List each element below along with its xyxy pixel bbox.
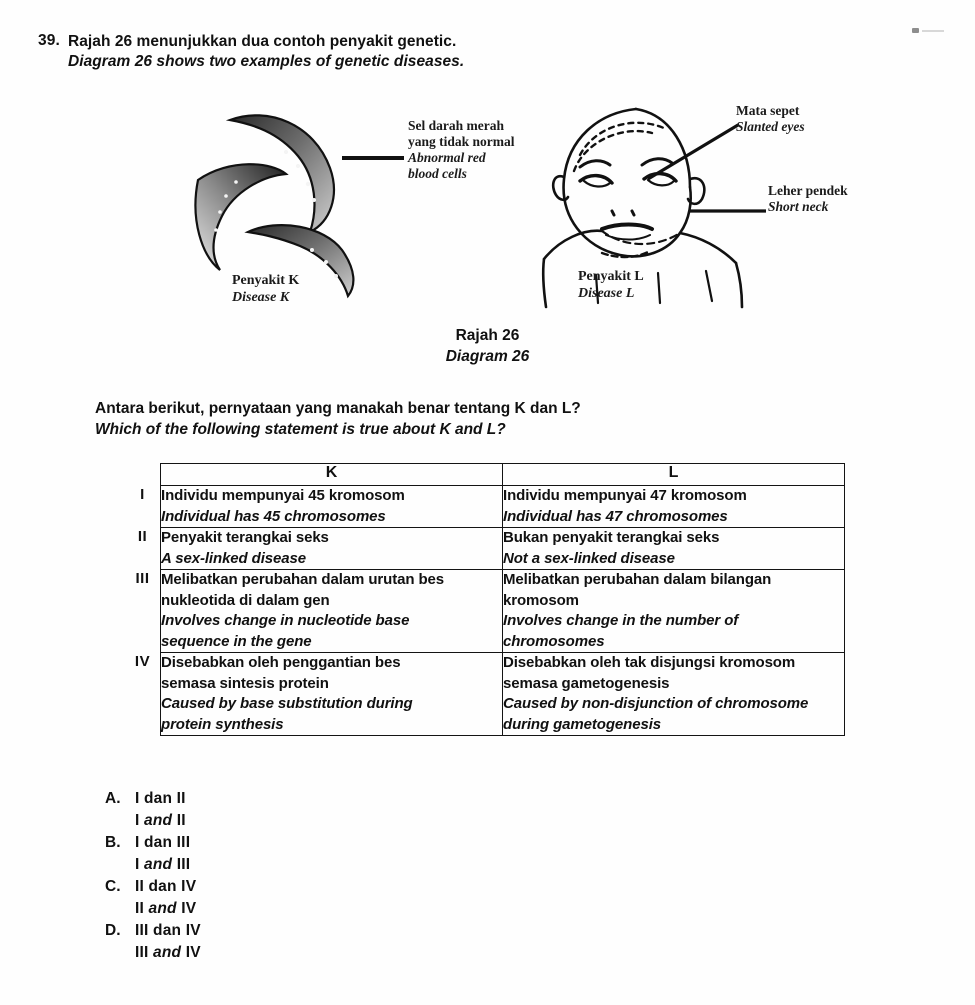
- diagram-caption: [0, 325, 975, 367]
- callout-k-bm-line2: yang tidak normal: [408, 134, 515, 149]
- cell-k-i: [161, 486, 503, 528]
- row-numeral-ii: II: [137, 527, 148, 545]
- callout-l2-bm: Leher pendek: [768, 183, 848, 198]
- option-d-en: [135, 942, 425, 964]
- cell-l-iv-bm-2: semasa gametogenesis: [503, 674, 670, 692]
- option-d-en-post: IV: [181, 944, 201, 961]
- option-b-en: [135, 854, 425, 876]
- disease-k-bm: Penyakit K: [232, 273, 300, 288]
- diagram-caption-en: Diagram 26: [445, 348, 530, 365]
- option-d-en-and: and: [153, 944, 182, 961]
- cell-l-i-en-1: Individual has 47 chromosomes: [503, 507, 728, 525]
- row-numeral-i: I: [140, 485, 145, 503]
- figure-disease-l: [540, 95, 880, 310]
- disease-k-en: Disease K: [232, 290, 290, 305]
- cell-k-iv-bm-1: Disebabkan oleh penggantian bes: [161, 654, 401, 671]
- stem-text-malay: Rajah 26 menunjukkan dua contoh penyakit genetic.: [68, 33, 457, 50]
- option-a-en-and: and: [144, 812, 173, 829]
- diagram-26: [0, 95, 975, 325]
- cell-k-iii: [161, 570, 503, 653]
- cell-l-iii-bm-1: Melibatkan perubahan dalam bilangan: [503, 571, 772, 588]
- option-a[interactable]: [105, 788, 425, 832]
- comparison-table: [125, 463, 845, 736]
- cell-l-iii-bm-2: kromosom: [503, 591, 579, 609]
- callout-k-bm-line1: Sel darah merah: [408, 118, 504, 133]
- option-d-bm: III dan IV: [135, 922, 201, 939]
- callout-l1-en: Slanted eyes: [736, 119, 805, 134]
- figure-disease-k: [190, 100, 520, 310]
- leadin-en: Which of the following statement is true about K and L?: [95, 421, 506, 438]
- option-d-letter: D.: [105, 922, 121, 939]
- option-a-en-pre: I: [135, 812, 145, 829]
- cell-k-ii-bm-1: Penyakit terangkai seks: [161, 529, 329, 546]
- column-header-l: L: [503, 464, 845, 486]
- cell-k-ii: [161, 528, 503, 570]
- option-a-bm: I dan II: [135, 790, 186, 807]
- cell-l-iv-bm-1: Disebabkan oleh tak disjungsi kromosom: [503, 654, 796, 671]
- option-c-en-post: IV: [176, 900, 197, 917]
- cell-k-ii-en-1: A sex-linked disease: [161, 549, 307, 567]
- option-b-en-and: and: [144, 856, 173, 873]
- question-leadin: [95, 398, 795, 440]
- cell-l-iii: [503, 570, 845, 653]
- row-numeral-iii: III: [135, 569, 150, 587]
- question-number: 39.: [38, 32, 60, 49]
- cell-k-iii-en-2: sequence in the gene: [161, 632, 312, 650]
- answer-options: [105, 788, 425, 964]
- cell-l-ii: [503, 528, 845, 570]
- option-c-letter: C.: [105, 878, 121, 895]
- callout-l1-bm: Mata sepet: [736, 103, 800, 118]
- option-b[interactable]: [105, 832, 425, 876]
- cell-l-i: [503, 486, 845, 528]
- cell-l-iv: [503, 653, 845, 736]
- callout-l2-en: Short neck: [768, 199, 829, 214]
- option-d[interactable]: [105, 920, 425, 964]
- leadin-bm: Antara berikut, pernyataan yang manakah benar tentang K dan L?: [95, 400, 581, 417]
- label-disease-k: [232, 272, 299, 306]
- cell-k-i-en-1: Individual has 45 chromosomes: [161, 507, 386, 525]
- row-numeral-iv: IV: [134, 652, 151, 670]
- option-c-en-pre: II: [135, 900, 149, 917]
- disease-l-en: Disease L: [578, 286, 635, 301]
- scan-artifact-smudge: [922, 30, 944, 32]
- option-d-en-pre: III: [135, 944, 154, 961]
- option-c-en-and: and: [148, 900, 177, 917]
- cell-k-iv-en-1: Caused by base substitution during: [161, 695, 413, 712]
- callout-short-neck: [768, 183, 848, 215]
- table-header-row: [125, 464, 845, 486]
- cell-k-i-bm-1: Individu mempunyai 45 kromosom: [161, 487, 405, 504]
- cell-k-iii-en-1: Involves change in nucleotide base: [161, 612, 410, 629]
- stem-text-english: Diagram 26 shows two examples of genetic diseases.: [68, 53, 465, 70]
- option-a-en: [135, 810, 425, 832]
- callout-k-en-line1: Abnormal red: [408, 150, 486, 165]
- table-row: [125, 570, 845, 653]
- cell-k-iv-en-2: protein synthesis: [161, 715, 284, 733]
- cell-l-ii-bm-1: Bukan penyakit terangkai seks: [503, 529, 720, 546]
- option-a-en-post: II: [172, 812, 186, 829]
- cell-l-iv-en-1: Caused by non-disjunction of chromosome: [503, 695, 809, 712]
- option-a-letter: A.: [105, 790, 121, 807]
- option-c-bm: II dan IV: [135, 878, 197, 895]
- option-c[interactable]: [105, 876, 425, 920]
- cell-l-ii-en-1: Not a sex-linked disease: [503, 549, 675, 567]
- cell-k-iii-bm-2: nukleotida di dalam gen: [161, 591, 330, 609]
- option-c-en: [135, 898, 425, 920]
- option-b-en-post: III: [172, 856, 191, 873]
- cell-k-iv-bm-2: semasa sintesis protein: [161, 674, 329, 692]
- cell-l-iii-en-2: chromosomes: [503, 632, 605, 650]
- label-disease-l: [578, 268, 644, 302]
- table-row: [125, 528, 845, 570]
- cell-l-iv-en-2: during gametogenesis: [503, 715, 662, 733]
- option-b-letter: B.: [105, 834, 121, 851]
- cell-l-i-bm-1: Individu mempunyai 47 kromosom: [503, 487, 747, 504]
- column-header-k: K: [161, 464, 503, 486]
- question-stem: [38, 32, 598, 72]
- cell-k-iii-bm-1: Melibatkan perubahan dalam urutan bes: [161, 571, 445, 588]
- diagram-caption-bm: Rajah 26: [455, 327, 520, 344]
- cell-k-iv: [161, 653, 503, 736]
- numeral-header-spacer: [125, 464, 161, 486]
- table-row: [125, 486, 845, 528]
- disease-l-bm: Penyakit L: [578, 269, 644, 284]
- table-row: [125, 653, 845, 736]
- scan-artifact-mark: [912, 28, 919, 33]
- cell-l-iii-en-1: Involves change in the number of: [503, 612, 739, 629]
- option-b-en-pre: I: [135, 856, 145, 873]
- callout-k-en-line2: blood cells: [408, 166, 467, 181]
- callout-slanted-eyes: [736, 103, 805, 135]
- option-b-bm: I dan III: [135, 834, 191, 851]
- comparison-table-wrapper: [125, 463, 850, 736]
- callout-abnormal-red-blood-cells: [408, 118, 515, 182]
